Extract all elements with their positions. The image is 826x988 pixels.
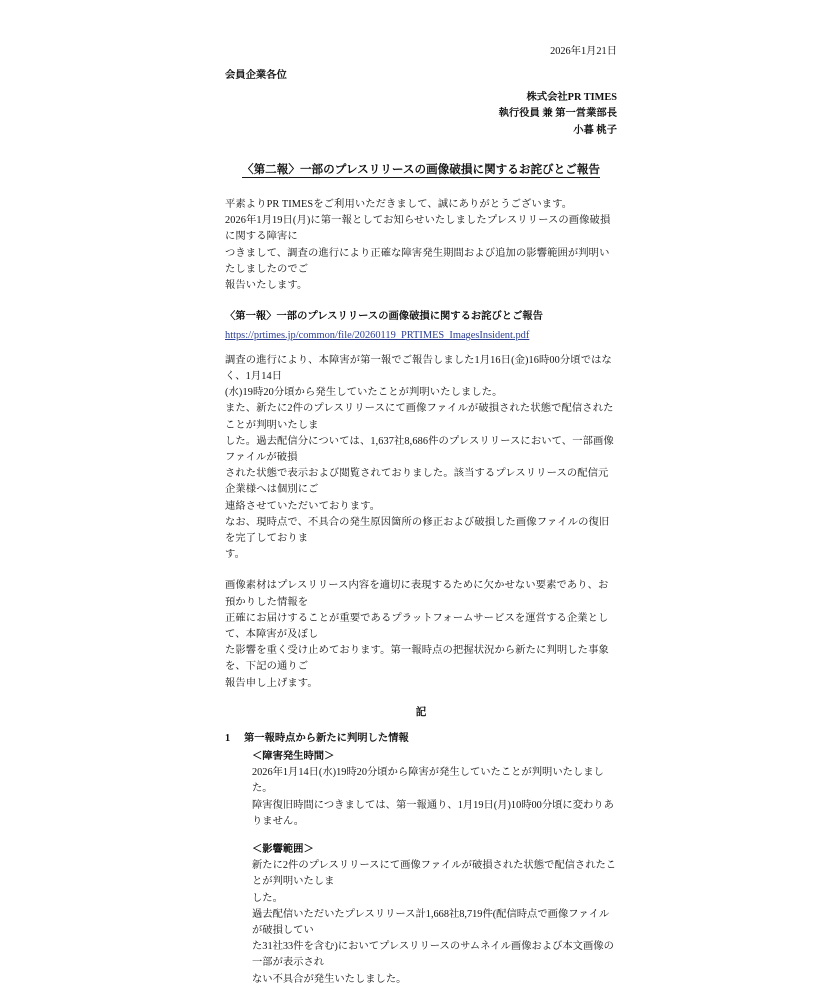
paragraph-line: 画像素材はプレスリリース内容を適切に表現するために欠かせない要素であり、お預かりした情報を bbox=[225, 580, 609, 608]
paragraph-line: 調査の進行により、本障害が第一報でご報告しました1月16日(金)16時00分頃ではなく、1月14日 bbox=[225, 354, 612, 382]
sender-title: 執行役員 兼 第一営業部長 bbox=[498, 108, 617, 120]
paragraph-line: した。過去配信分については、1,637社8,686件のプレスリリースにおいて、一部画像ファイルが破損 bbox=[225, 435, 614, 463]
kishi-marker: 記 bbox=[415, 706, 427, 718]
section-1-heading-row bbox=[225, 731, 617, 747]
section-1 bbox=[225, 731, 617, 988]
subbody-line: た31社33件を含む)においてプレスリリースのサムネイル画像および本文画像の一部が表示され bbox=[252, 941, 614, 969]
greeting-paragraph bbox=[225, 197, 617, 294]
subheading-incident-time: ＜障害発生時間＞ bbox=[252, 750, 335, 762]
document-addressee: 会員企業各位 bbox=[225, 70, 287, 81]
subbody-line: 2026年1月14日(水)19時20分頃から障害が発生していたことが判明いたしました。 bbox=[252, 767, 604, 795]
sender-company: 株式会社PR TIMES bbox=[526, 92, 617, 103]
paragraph-line: された状態で表示および閲覧されておりました。該当するプレスリリースの配信元企業様へは個別にご bbox=[225, 468, 609, 496]
first-report-link[interactable]: https://prtimes.jp/common/file/20260119_PRTIMES_ImagesInsident.pdf bbox=[225, 330, 530, 342]
paragraph-line: す。 bbox=[225, 549, 245, 561]
page-title-text: 〈第二報〉一部のプレスリリースの画像破損に関するお詫びとご報告 bbox=[241, 162, 601, 176]
paragraph-line: 報告申し上げます。 bbox=[225, 677, 318, 689]
first-report-reference bbox=[225, 309, 617, 345]
section-1-heading: 第一報時点から新たに判明した情報 bbox=[244, 732, 409, 744]
subbody-line: 過去配信いただいたプレスリリース計1,668社8,719件(配信時点で画像ファイルが破損してい bbox=[252, 908, 610, 937]
sender-block bbox=[225, 90, 617, 139]
paragraph-line: (水)19時20分頃から発生していたことが判明いたしました。 bbox=[225, 387, 503, 399]
subbody-line: ない不具合が発生いたしました。 bbox=[252, 973, 407, 985]
findings-paragraph bbox=[225, 353, 617, 564]
paragraph-line: 連絡させていただいております。 bbox=[225, 500, 381, 512]
paragraph-line: なお、現時点で、不具合の発生原因箇所の修正および破損した画像ファイルの復旧を完了しておりま bbox=[225, 516, 610, 544]
block-spacer bbox=[225, 830, 617, 842]
paragraph-line: 正確にお届けすることが重要であるプラットフォームサービスを運営する企業として、本障害が及ぼし bbox=[225, 612, 609, 640]
section-1-block-1 bbox=[252, 749, 617, 830]
subheading-impact-scope: ＜影響範囲＞ bbox=[252, 844, 314, 855]
paragraph-line: 2026年1月19日(月)に第一報としてお知らせいたしましたプレスリリースの画像破損に関する障害に bbox=[225, 215, 611, 243]
paragraph-line: た影響を重く受け止めております。第一報時点の把握状況から新たに判明した事象を、下記の通りご bbox=[225, 645, 609, 673]
subbody-line: した。 bbox=[252, 892, 283, 904]
section-1-number: 1 bbox=[225, 732, 231, 744]
paragraph-line: 報告いたします。 bbox=[225, 279, 308, 291]
subbody-line: 障害復旧時間につきましては、第一報通り、1月19日(月)10時00分頃に変わりありません。 bbox=[252, 799, 614, 827]
paragraph-line: つきまして、調査の進行により正確な障害発生期間および追加の影響範囲が判明いたしましたのでご bbox=[225, 247, 610, 275]
paragraph-line: 平素よりPR TIMESをご利用いただきまして、誠にありがとうございます。 bbox=[225, 198, 573, 210]
section-1-block-2 bbox=[252, 842, 617, 988]
apology-paragraph bbox=[225, 578, 617, 691]
paragraph-line: また、新たに2件のプレスリリースにて画像ファイルが破損された状態で配信されたことが判明いたしま bbox=[225, 403, 614, 431]
page-title bbox=[225, 161, 617, 178]
sender-name: 小暮 桃子 bbox=[573, 124, 617, 136]
subbody-line: 新たに2件のプレスリリースにて画像ファイルが破損された状態で配信されたことが判明いたしま bbox=[252, 860, 617, 888]
document-body bbox=[225, 44, 617, 988]
document-date: 2026年1月21日 bbox=[550, 46, 617, 57]
first-report-label: 〈第一報〉一部のプレスリリースの画像破損に関するお詫びとご報告 bbox=[225, 311, 543, 323]
